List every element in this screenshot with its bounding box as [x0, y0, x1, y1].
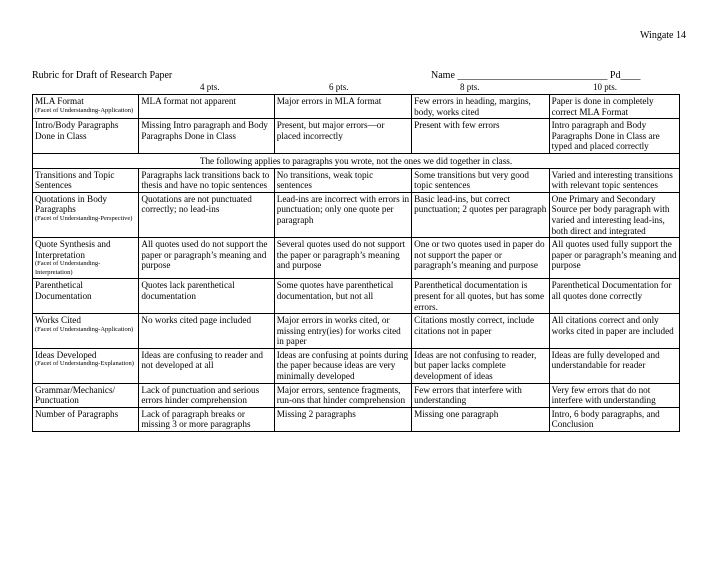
- document-title: Rubric for Draft of Research Paper: [32, 70, 173, 81]
- rubric-row: [33, 168, 680, 192]
- score-cell-10-pts: Varied and interesting transitions with relevant topic sentences: [549, 168, 679, 192]
- rubric-row: [33, 95, 680, 119]
- points-6-header: 6 pts.: [329, 82, 349, 92]
- criterion-label: Ideas Developed: [35, 349, 97, 360]
- score-cell-4-pts: Lack of paragraph breaks or missing 3 or more paragraphs: [139, 407, 274, 431]
- score-cell-10-pts: All quotes used fully support the paper or paragraph’s meaning and purpose: [549, 238, 679, 279]
- rubric-row: [33, 238, 680, 279]
- rubric-row: [33, 348, 680, 383]
- criterion-label: Quotations in Body Paragraphs: [35, 193, 107, 215]
- criterion-cell: [33, 192, 139, 237]
- facet-label: (Facet of Understanding-Explanation): [35, 360, 134, 368]
- criterion-cell: [33, 279, 139, 314]
- score-cell-10-pts: Parenthetical Documentation for all quotes done correctly: [549, 279, 679, 314]
- facet-label: (Facet of Understanding-Perspective): [35, 214, 133, 222]
- score-cell-8-pts: Ideas are not confusing to reader, but paper lacks complete development of ideas: [412, 348, 549, 383]
- score-cell-10-pts: Paper is done in completely correct MLA Format: [549, 95, 679, 119]
- score-cell-8-pts: Citations mostly correct, include citations not in paper: [412, 314, 549, 349]
- rubric-row: [33, 279, 680, 314]
- facet-label: (Facet of Understanding-Interpretation): [35, 260, 101, 276]
- criterion-label: MLA Format: [35, 96, 84, 106]
- rubric-row: [33, 383, 680, 407]
- rubric-row: [33, 407, 680, 431]
- criterion-label: Parenthetical Documentation: [35, 280, 92, 301]
- criterion-cell: [33, 407, 139, 431]
- criterion-label: Works Cited: [35, 315, 81, 326]
- score-cell-6-pts: Some quotes have parenthetical documentation, but not all: [274, 279, 411, 314]
- score-cell-4-pts: Ideas are confusing to reader and not developed at all: [139, 348, 274, 383]
- criterion-label: Intro/Body Paragraphs Done in Class: [35, 120, 119, 141]
- score-cell-8-pts: Missing one paragraph: [412, 407, 549, 431]
- points-4-header: 4 pts.: [200, 82, 220, 92]
- criterion-cell: [33, 348, 139, 383]
- score-cell-10-pts: Ideas are fully developed and understandable for reader: [549, 348, 679, 383]
- points-8-header: 8 pts.: [460, 82, 480, 92]
- facet-label: (Facet of Understanding-Application): [35, 325, 134, 333]
- score-cell-8-pts: Few errors that interfere with understanding: [412, 383, 549, 407]
- score-cell-6-pts: Several quotes used do not support the paper or paragraph’s meaning and purpose: [274, 238, 411, 279]
- criterion-cell: [33, 383, 139, 407]
- score-cell-10-pts: Very few errors that do not interfere with understanding: [549, 383, 679, 407]
- page-number-header: Wingate 14: [640, 30, 686, 41]
- score-cell-6-pts: Major errors in works cited, or missing entry(ies) for works cited in paper: [274, 314, 411, 349]
- score-cell-8-pts: Few errors in heading, margins, body, works cited: [412, 95, 549, 119]
- points-10-header: 10 pts.: [593, 82, 618, 92]
- criterion-cell: [33, 168, 139, 192]
- score-cell-4-pts: All quotes used do not support the paper or paragraph’s meaning and purpose: [139, 238, 274, 279]
- score-cell-10-pts: Intro paragraph and Body Paragraphs Done in Class are typed and placed correctly: [549, 119, 679, 154]
- score-cell-8-pts: Parenthetical documentation is present for all quotes, but has some errors.: [412, 279, 549, 314]
- score-cell-10-pts: One Primary and Secondary Source per body paragraph with varied and interesting lead-ins, both direct and integrated: [549, 192, 679, 237]
- score-cell-10-pts: All citations correct and only works cited in paper are included: [549, 314, 679, 349]
- section-note: The following applies to paragraphs you wrote, not the ones we did together in class.: [33, 153, 680, 168]
- score-cell-6-pts: Ideas are confusing at points during the paper because ideas are very minimally developed: [274, 348, 411, 383]
- criterion-cell: [33, 95, 139, 119]
- score-cell-10-pts: Intro, 6 body paragraphs, and Conclusion: [549, 407, 679, 431]
- criterion-label: Number of Paragraphs: [35, 408, 119, 419]
- score-cell-8-pts: Some transitions but very good topic sentences: [412, 168, 549, 192]
- name-period-line: Name ______________________________ Pd____: [431, 70, 641, 81]
- criterion-cell: [33, 238, 139, 279]
- rubric-row: [33, 119, 680, 154]
- criterion-cell: [33, 119, 139, 154]
- score-cell-4-pts: Missing Intro paragraph and Body Paragraphs Done in Class: [139, 119, 274, 154]
- score-cell-4-pts: Quotations are not punctuated correctly; no lead-ins: [139, 192, 274, 237]
- score-cell-6-pts: Missing 2 paragraphs: [274, 407, 411, 431]
- score-cell-6-pts: Present, but major errors—or placed incorrectly: [274, 119, 411, 154]
- score-cell-4-pts: Quotes lack parenthetical documentation: [139, 279, 274, 314]
- criterion-label: Transitions and Topic Sentences: [35, 169, 115, 191]
- score-cell-4-pts: No works cited page included: [139, 314, 274, 349]
- criterion-label: Grammar/Mechanics/ Punctuation: [35, 384, 116, 406]
- score-cell-6-pts: Major errors, sentence fragments, run-ons that hinder comprehension: [274, 383, 411, 407]
- facet-label: (Facet of Understanding-Application): [35, 106, 134, 114]
- rubric-table: [32, 94, 680, 432]
- score-cell-8-pts: Present with few errors: [412, 119, 549, 154]
- score-cell-4-pts: Lack of punctuation and serious errors hinder comprehension: [139, 383, 274, 407]
- score-cell-4-pts: Paragraphs lack transitions back to thesis and have no topic sentences: [139, 168, 274, 192]
- score-cell-6-pts: Lead-ins are incorrect with errors in punctuation; only one quote per paragraph: [274, 192, 411, 237]
- section-note-row: [33, 153, 680, 168]
- score-cell-4-pts: MLA format not apparent: [139, 95, 274, 119]
- score-cell-8-pts: Basic lead-ins, but correct punctuation; 2 quotes per paragraph: [412, 192, 549, 237]
- rubric-row: [33, 314, 680, 349]
- criterion-cell: [33, 314, 139, 349]
- rubric-row: [33, 192, 680, 237]
- criterion-label: Quote Synthesis and Interpretation: [35, 239, 111, 260]
- score-cell-6-pts: No transitions, weak topic sentences: [274, 168, 411, 192]
- score-cell-6-pts: Major errors in MLA format: [274, 95, 411, 119]
- score-cell-8-pts: One or two quotes used in paper do not support the paper or paragraph’s meaning and purpose: [412, 238, 549, 279]
